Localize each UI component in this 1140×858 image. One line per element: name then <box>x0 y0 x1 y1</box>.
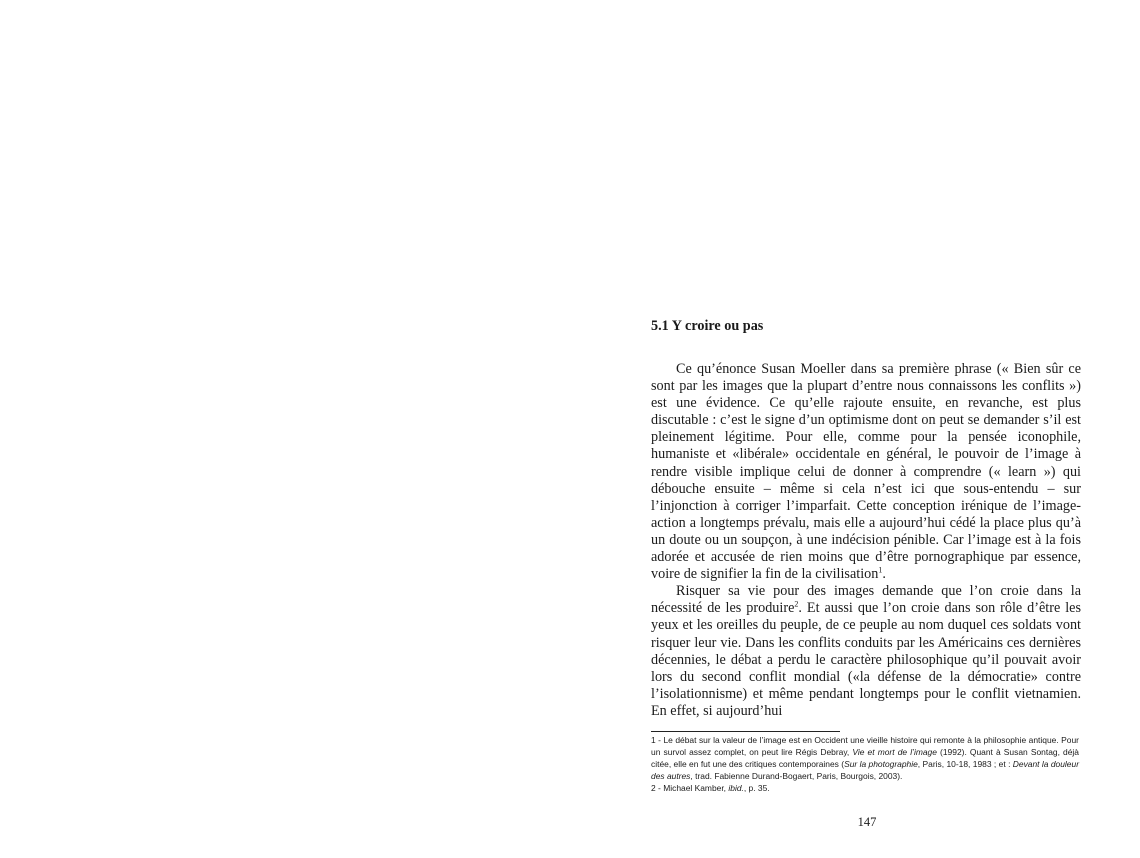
footnote-1-title-3: Devant la douleur des autres <box>651 759 1080 782</box>
footnote-1 <box>651 734 1079 782</box>
footnote-1-text-3: , Paris, 10-18, 1983 ; et : <box>917 759 1013 770</box>
footnote-ref-2[interactable]: 2 <box>794 599 799 609</box>
paragraph-2 <box>651 583 1081 720</box>
paragraph-2-text-after: . Et aussi que l’on croie dans son rôle d’être les yeux et les oreilles du peuple, de ce peuple au nom duquel ces soldats vont risquer leur vie. Dans les conflits conduits par les Américains ces dernières décennies, le débat a perdu le caractère philosophique qu’il pouvait avoir lors du second conflit mondial («la défense de la démocratie» contre l’isolationnisme) et même pendant longtemps pour le conflit vietnamien. En effet, si aujourd’hui <box>651 600 1082 719</box>
footnote-ref-1[interactable]: 1 <box>878 565 883 575</box>
footnote-1-title-1: Vie et mort de l’image <box>852 747 937 758</box>
paragraph-2-text-before: Risquer sa vie pour des images demande que l’on croie dans la nécessité de les produire <box>651 583 1081 617</box>
footnote-1-title-2: Sur la photographie <box>844 759 918 770</box>
paragraph-1-text: Ce qu’énonce Susan Moeller dans sa première phrase (« Bien sûr ce sont par les images que la plupart d’entre nous connaissons les conflits ») est une évidence. Ce qu’elle rajoute ensuite, en revanche, est plus discutable : c’est le signe d’un optimisme dont on peut se demander s’il est pleinement légitime. Pour elle, comme pour la pensée iconophile, humaniste et «libérale» occidentale en général, le pouvoir de l’image à rendre visible implique celui de donner à comprendre (« learn ») qui débouche ensuite – même si cela n’est ici que sous-entendu – sur l’injonction à corriger l’imparfait. Cette conception irénique de l’image-action a longtemps prévalu, mais elle a aujourd’hui cédé la place plus qu’à un doute ou un soupçon, à une indécision pénible. Car l’image est à la fois adorée et accusée de rien moins que d’être pornographique par essence, voire de signifier la fin de la civilisation <box>651 361 1081 583</box>
page-body <box>651 316 1081 720</box>
paragraph-1-end: . <box>882 566 886 583</box>
footnote-2-text-2: , p. 35. <box>743 783 770 794</box>
footnote-2 <box>651 782 1079 794</box>
footnote-2-title: ibid. <box>728 783 744 794</box>
page-number: 147 <box>857 815 877 829</box>
footnotes <box>651 734 1079 794</box>
footnote-1-text-2: (1992). Quant à Susan Sontag, déjà citée, elle en fut une des critiques contemporaines ( <box>651 747 1079 770</box>
footnote-2-text: 2 - Michael Kamber, <box>651 783 729 794</box>
footnote-1-text-4: , trad. Fabienne Durand-Bogaert, Paris, Bourgois, 2003). <box>690 771 903 782</box>
paragraph-1 <box>651 361 1081 583</box>
section-title: 5.1 Y croire ou pas <box>651 318 764 334</box>
footnote-1-text: 1 - Le débat sur la valeur de l’image est en Occident une vieille histoire qui remonte à la philosophie antique. Pour un survol assez complet, on peut lire Régis Debray, <box>651 735 1079 758</box>
footnote-separator <box>651 731 840 732</box>
